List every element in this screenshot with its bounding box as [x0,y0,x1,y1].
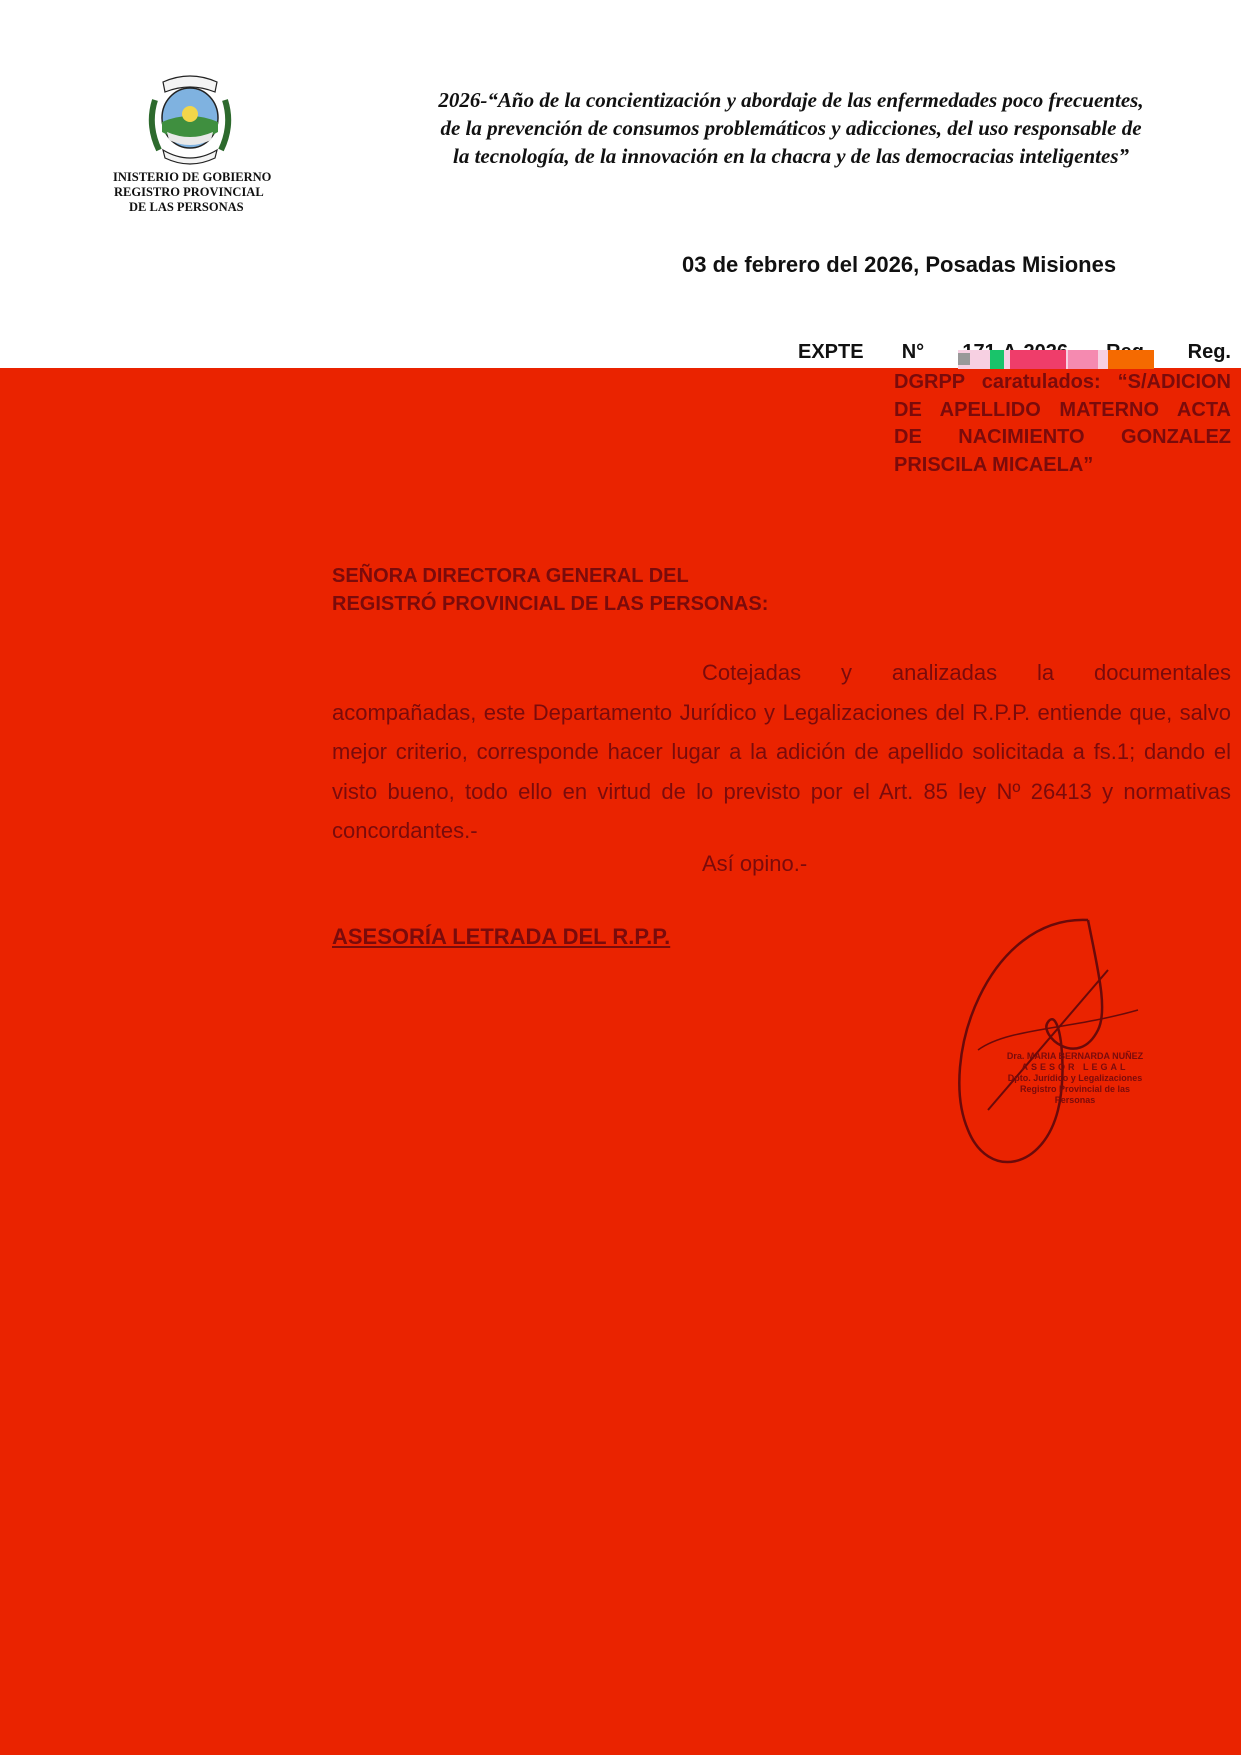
body-paragraph [332,653,1231,851]
closing-phrase: Así opino.- [702,851,808,876]
addressee [332,562,768,618]
year-motto [398,86,1184,170]
expte-word: N° [901,341,925,363]
motto-line: 2026-“Año de la concientización y abordaje de las enfermedades poco frecuentes, [438,88,1144,112]
signature-office: ASESORÍA LETRADA DEL R.P.P. [332,924,671,949]
signature-stamp [1000,1051,1150,1106]
misiones-crest-logo [145,70,235,166]
ministry-line: INISTERIO DE GOBIERNO [113,170,272,184]
expte-word: Reg. [1187,341,1231,363]
addressee-line: REGISTRÓ PROVINCIAL DE LAS PERSONAS: [332,593,769,615]
motto-line: la tecnología, de la innovación en la chacra y de las democracias inteligentes” [452,144,1130,168]
caratula-line: DGRPP caratulados: “S/ADICION [894,371,1231,393]
ministry-line: REGISTRO PROVINCIAL [114,185,264,199]
stamp-line: Dra. MARIA BERNARDA NUÑEZ [1006,1051,1144,1061]
ministry-heading [113,170,283,215]
expediente-caratula [894,369,1231,479]
stamp-line: Registro Provincial de las Personas [1019,1084,1131,1105]
addressee-line: SEÑORA DIRECTORA GENERAL DEL [332,565,689,587]
document-date: 03 de febrero del 2026, Posadas Misiones [682,252,1117,277]
expte-word: EXPTE [798,341,864,363]
motto-line: de la prevención de consumos problemáticos y adicciones, del uso responsable de [440,116,1142,140]
caratula-line: DE NACIMIENTO GONZALEZ [894,426,1231,448]
caratula-line: PRISCILA MICAELA” [894,453,1094,476]
stamp-line: Dpto. Jurídico y Legalizaciones [1007,1073,1143,1083]
body-text: Cotejadas y analizadas la documentales acompañadas, este Departamento Jurídico y Legalizaciones del R.P.P. entiende que, salvo mejor criterio, corresponde hacer lugar a la adición de apellido solicitada a fs.1; dando el visto bueno, todo ello en virtud de lo previsto por el Art. 85 ley Nº 26413 y normativas concordantes.- [332,660,1231,843]
stamp-line: ASESOR LEGAL [1021,1062,1129,1072]
caratula-line: DE APELLIDO MATERNO ACTA [894,398,1231,421]
ministry-line: DE LAS PERSONAS [129,200,244,214]
stamp-artifact [958,350,1154,369]
